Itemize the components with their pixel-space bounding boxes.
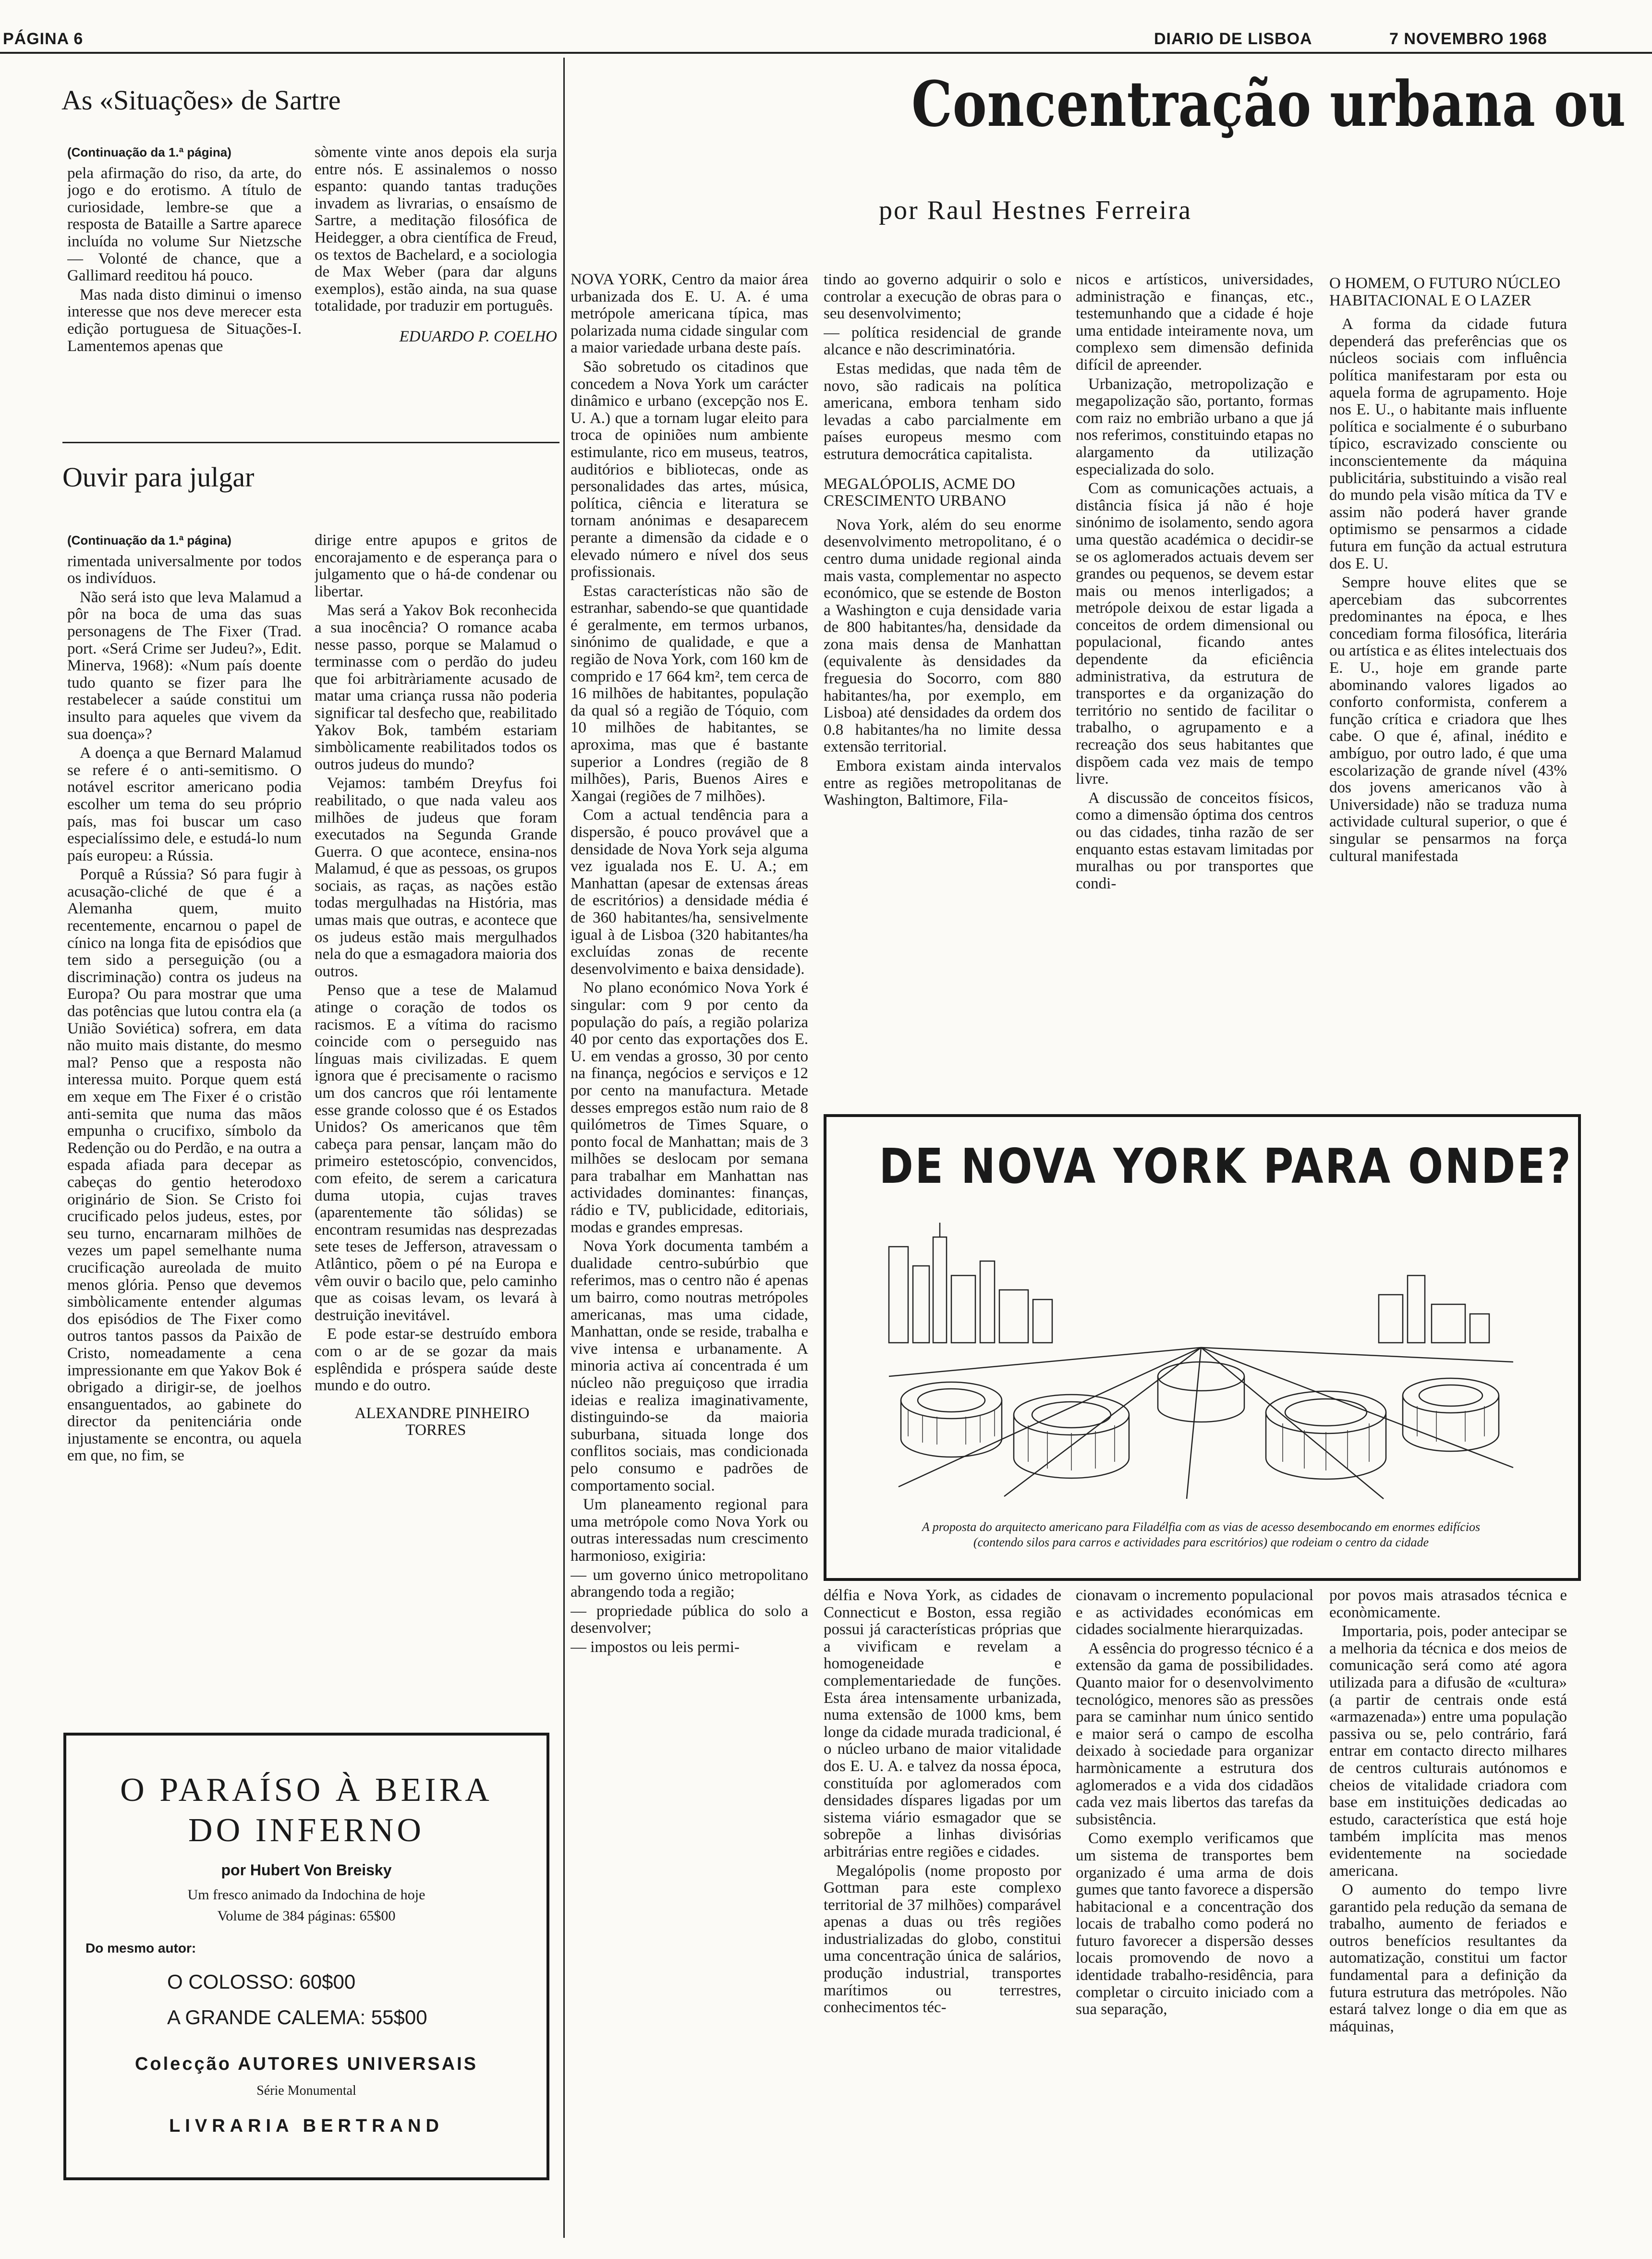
- bottom-column-2: [1076, 1587, 1313, 2243]
- paragraph: Um planeamento regional para uma metrópole como Nova York ou outras interessadas num crescimento harmonioso, exigiria:: [571, 1496, 808, 1565]
- advert-book-2: A GRANDE CALEMA: 55$00: [167, 2006, 427, 2028]
- advert-publisher: LIVRARIA BERTRAND: [169, 2116, 444, 2136]
- paragraph: Vejamos: também Dreyfus foi reabilitado, o que nada valeu aos milhões de judeus que foram executados na Segunda Grande Guerra. O que acontece, ensina-nos Malamud, é que as pessoas, os grupos sociais, as raças, as nações estão todas mergulhadas na História, mas umas mais que outras, e acontece que os judeus estão mais mergulhados nela do que a esmagadora maioria dos outros.: [315, 775, 557, 980]
- main-headline: Concentração urbana ou: [911, 67, 1626, 141]
- paragraph: Embora existam ainda intervalos entre as regiões metropolitanas de Washington, Baltimore, Fila-: [824, 757, 1061, 809]
- subheading-megalopolis: MEGALÓPOLIS, ACME DO CRESCIMENTO URBANO: [824, 475, 1015, 510]
- ouvir-column-1: [67, 532, 302, 1716]
- paragraph: Estas medidas, que nada têm de novo, são radicais na política americana, embora tenham sido levadas a cabo parcialmente em países europeus mesmo com estrutura democrática capitalista.: [824, 360, 1061, 463]
- paragraph: Importaria, pois, poder antecipar se a melhoria da técnica e dos meios de comunicação será como até agora utilizada para a difusão de «cultura» (a partir de centrais onde está «armazenada») entre uma população passiva ou se, pelo contrário, fará entrar em contacto directo milhares de centros culturais autónomos e cheios de vitalidade criadora com base em instituições dedicadas ao estudo, característica que está hoje também implícita mas menos evidentemente na sociedade americana.: [1329, 1623, 1567, 1880]
- advert-same-author: Do mesmo autor:: [85, 1941, 196, 1955]
- inset-caption: A proposta do arquitecto americano para Filadélfia com as vias de acesso desembocando em enormes edifícios (contendo silos para carros e actividades para escritórios) que rodeiam o centro da cidade: [922, 1520, 1481, 1549]
- main-column-2: [824, 271, 1061, 1078]
- subheading-homem: O HOMEM, O FUTURO NÚCLEO HABITACIONAL E O LAZER: [1329, 275, 1561, 309]
- continuation-note: (Continuação da 1.ª página): [67, 145, 231, 159]
- paragraph: dirige entre apupos e gritos de encorajamento e de esperança para o julgamento que o há-de condenar ou libertar.: [315, 532, 557, 600]
- paragraph: sòmente vinte anos depois ela surja entre nós. E assinalemos o nosso espanto: quando tantas traduções invadem as livrarias, o ensaísmo de Sartre, a meditação filosófica de Heidegger, a obra científica de Freud, os textos de Bachelard, e a sociologia de Max Weber (para dar alguns exemplos), estão ainda, na sua quase totalidade, por traduzir em português.: [315, 144, 557, 315]
- issue-date: 7 NOVEMBRO 1968: [1389, 30, 1547, 48]
- paragraph: — propriedade pública do solo a desenvolver;: [571, 1602, 808, 1637]
- book-advert: [63, 1733, 549, 2180]
- paragraph: Penso que a tese de Malamud atinge o coração de todos os racismos. E a vítima do racismo coincide com o perseguido nas línguas mais civilizadas. E quem ignora que é precisamente o racismo um dos cancros que rói lentamente esse grande colosso que é os Estados Unidos? Os americanos que têm cabeça para pensar, lançam mão do primeiro estetoscópio, convencidos, com efeito, de serem a caricatura duma utopia, cujas traves (aparentemente tão sólidas) se encontram resumidas nas desprezadas sete teses de Jefferson, atravessam o Atlântico, põem o pé na Europa e vêm ouvir o bacilo que, pelo caminho que as coisas levam, os levará à destruição inevitável.: [315, 982, 557, 1324]
- ouvir-headline: Ouvir para julgar: [62, 462, 255, 493]
- paragraph: por povos mais atrasados técnica e econòmicamente.: [1329, 1587, 1567, 1621]
- paragraph: nicos e artísticos, universidades, administração e finanças, etc., testemunhando que a cidade é hoje uma entidade inteiramente nova, um complexo sem dimensão definida difícil de apreender.: [1076, 271, 1313, 374]
- inset-headline: DE NOVA YORK PARA ONDE?: [879, 1138, 1573, 1194]
- advert-series: Série Monumental: [256, 2083, 356, 2098]
- author-signature: ALEXANDRE PINHEIRO TORRES: [354, 1404, 530, 1439]
- advert-author: por Hubert Von Breisky: [221, 1861, 392, 1879]
- paragraph: E pode estar-se destruído embora com o ar de se gozar da mais esplêndida e próspera saúde deste mundo e do outro.: [315, 1325, 557, 1395]
- main-byline: por Raul Hestnes Ferreira: [879, 195, 1192, 225]
- advert-subtitle: Um fresco animado da Indochina de hoje: [187, 1887, 425, 1903]
- paragraph: O aumento do tempo livre garantido pela redução da semana de trabalho, aumento de feriados e outros benefícios resultantes da automatização, constitui um factor fundamental para a definição da futura estrutura das metrópoles. Não estará talvez longe o dia em que as máquinas,: [1329, 1881, 1567, 2035]
- paragraph: Mas será a Yakov Bok reconhecida a sua inocência? O romance acaba nesse passo, porque se Malamud o terminasse com o perdão do judeu que foi arbitràriamente acusado de matar uma criança russa não poderia significar tal desfecho que, reabilitado Yakov Bok, também estariam simbòlicamente reabilitados todos os outros judeus do mundo?: [315, 602, 557, 773]
- advert-book-1: O COLOSSO: 60$00: [167, 1970, 356, 1993]
- paragraph: — impostos ou leis permi-: [571, 1638, 740, 1656]
- paragraph: Porquê a Rússia? Só para fugir à acusação-cliché de que é a Alemanha quem, muito recentemente, encarnou o papel de cínico na longa fita de episódios que tem sido a perseguição (ou a discriminação) contra os judeus na Europa? Ou para mostrar que uma das potências que lutou contra ela (a União Soviética) sofrera, em data não muito mais distante, do mesmo mal? Penso que a resposta não interessa muito. Porque quem está em xeque em The Fixer é o cristão anti-semita que numa das mãos empunha o crucifixo, símbolo da Redenção ou do Perdão, e na outra a espada afiada para decepar as cabeças do gentio heterodoxo originário de Sion. Se Cristo foi crucificado pelos judeus, estes, por seu turno, encarnaram milhões de vezes um papel semelhante numa crucificação aureolada de muito menos glória. Penso que devemos simbòlicamente entender algumas dos episódios de The Fixer como outros tantos passos da Paixão de Cristo, nomeadamente a cena impressionante em que Yakov Bok é obrigado a dirigir-se, de joelhos ensanguentados, ao gabinete do director da penitenciária onde injustamente se encontra, ou aquela em que, no fim, se: [67, 866, 302, 1465]
- paragraph: São sobretudo os citadinos que concedem a Nova York um carácter dinâmico e urbano (excepção nos E. U. A.) que a tornam lugar eleito para troca de opiniões num ambiente estimulante, rico em museus, teatros, auditórios e bibliotecas, onde as personalidades das artes, música, política, ciência e literatura se tornam anónimas e desaparecem perante a dimensão da cidade e o elevado número e nível dos seus profissionais.: [571, 358, 808, 581]
- paragraph: Megalópolis (nome proposto por Gottman para este complexo territorial de 37 milhões) comparável apenas a duas ou três regiões industrializadas do globo, constitui uma concentração única de salários, produção industrial, transportes marítimos ou terrestres, conhecimentos téc-: [824, 1862, 1061, 2016]
- paragraph: Nova York documenta também a dualidade centro-subúrbio que referimos, mas o centro não é apenas um bairro, como noutras metrópoles americanas, mas uma cidade, Manhattan, onde se reside, trabalha e vive intensa e urbanamente. A minoria activa aí concentrada é um núcleo não preguiçoso que irradia ideias e realiza imaginativamente, distinguindo-se da maioria suburbana, situada longe dos conflitos sociais, mas condicionada pelo consumo e padrões de comportamento social.: [571, 1238, 808, 1494]
- paragraph: Não será isto que leva Malamud a pôr na boca de uma das suas personagens de The Fixer (Trad. port. «Será Crime ser Judeu?», Edit. Minerva, 1968): «Num país doente tudo quanto se fizer para lhe restabelecer a saúde constitui um insulto para aqueles que vivem da sua doença»?: [67, 588, 302, 743]
- newspaper-name: DIARIO DE LISBOA: [1154, 30, 1312, 48]
- paragraph: — um governo único metropolitano abrangendo toda a região;: [571, 1566, 808, 1601]
- paragraph: délfia e Nova York, as cidades de Connecticut e Boston, essa região possui já características próprias que a vivificam e revelam a homogeneidade e complementariedade de funções. Esta área intensamente urbanizada, numa extensão de 1000 kms, bem longe da cidade murada tradicional, é o núcleo urbano de maior vitalidade dos E. U. A. e talvez da nossa época, constituída por aglomerados com densidades díspares ligadas por um sistema viário esmagador que se sobrepõe a linhas divisórias arbitrárias entre regiões e cidades.: [824, 1587, 1061, 1860]
- continuation-note: (Continuação da 1.ª página): [67, 533, 231, 547]
- main-column-4: [1329, 271, 1567, 1078]
- paragraph: Mas nada disto diminui o imenso interesse que nos deve merecer esta edição portuguesa de Situações-I. Lamentemos apenas que: [67, 286, 302, 355]
- paragraph: Com as comunicações actuais, a distância física já não é hoje sinónimo de isolamento, sendo agora uma questão académica o decidir-se se os aglomerados actuais devem ser grandes ou pequenos, se devem estar mais ou menos interligados; a metrópole deixou de estar ligada a conceitos de ordem dimensional ou populacional, ficando antes dependente da eficiência administrativa, da estrutura de transportes e da organização do território no sentido de facilitar o trabalho, o agrupamento e a recreação dos seus habitantes que dispõem cada vez mais de tempo livre.: [1076, 480, 1313, 788]
- advert-collection: Colecção AUTORES UNIVERSAIS: [134, 2054, 478, 2074]
- section-rule: [62, 442, 559, 443]
- paragraph: — política residencial de grande alcance e não descriminatória.: [824, 324, 1061, 359]
- paragraph: Nova York, além do seu enorme desenvolvimento metropolitano, é o centro duma unidade regional ainda mais vasta, complementar no aspecto económico, que se estende de Boston a Washington e cuja densidade varia de 800 habitantes/ha, densidade da zona mais densa de Manhattan (equivalente às densidades da freguesia do Socorro, com 880 habitantes/ha, por exemplo, em Lisboa) até densidades da ordem dos 0.8 habitantes/ha no limite dessa extensão territorial.: [824, 516, 1061, 756]
- sartre-column-2: [315, 144, 557, 432]
- author-signature: EDUARDO P. COELHO: [399, 328, 557, 345]
- advert-volume: Volume de 384 páginas: 65$00: [217, 1908, 396, 1924]
- paragraph: Sempre houve elites que se apercebiam das subcorrentes predominantes na época, e lhes concediam forma filosófica, literária ou artística e as élites intelectuais dos E. U., hoje em grande parte abominando valores ligados ao conforto conformista, conferem a função crítica e criadora que lhes cabe. O que é, afinal, inédito e ambíguo, por outro lado, é que uma escolarização de grande nível (43% dos jovens americanos vão à Universidade) não se traduza numa actividade cultural superior, o que é singular se pensarmos na força cultural manifestada: [1329, 574, 1567, 865]
- paragraph: A essência do progresso técnico é a extensão da gama de possibilidades. Quanto maior for o desenvolvimento tecnológico, menores são as pressões para se caminhar num único sentido e maior será o campo de escolha deixado à sociedade para organizar harmònicamente a estrutura dos aglomerados e a vida dos cidadãos cada vez mais libertos das tarefas da subsistência.: [1076, 1640, 1313, 1828]
- architectural-sketch: [879, 1218, 1523, 1501]
- paragraph: Urbanização, metropolização e megapolização são, portanto, formas com raiz no embrião urbano a que já nos referimos, constituindo etapas no alargamento da utilização especializada do solo.: [1076, 375, 1313, 478]
- paragraph: cionavam o incremento populacional e as actividades económicas em cidades socialmente hierarquizadas.: [1076, 1587, 1313, 1639]
- bottom-column-3: [1329, 1587, 1567, 2243]
- paragraph: No plano económico Nova York é singular: com 9 por cento da população do país, a região polariza 40 por cento das exportações dos E. U. em vendas a grosso, 30 por cento na finança, negócios e serviços e 12 por cento na manufactura. Metade desses empregos estão num raio de 8 quilómetros de Times Square, o ponto focal de Manhattan; mais de 3 milhões se deslocam por semana para trabalhar em Manhattan nas actividades dominantes: finanças, rádio e TV, publicidade, editoriais, modas e grandes empresas.: [571, 979, 808, 1236]
- paragraph: tindo ao governo adquirir o solo e controlar a execução de obras para o seu desenvolvimento;: [824, 271, 1061, 323]
- paragraph: A forma da cidade futura dependerá das preferências que os núcleos sociais com influência política manifestaram por esta ou aquela forma de agrupamento. Hoje nos E. U., o habitante mais influente política e socialmente é o suburbano típico, escravizado consciente ou inconscientemente da máquina publicitária, substituindo a visão real do mundo pela visão mítica da TV e assim não poderá haver grande optimismo se pensarmos a cidade futura em função da actual estrutura dos E. U.: [1329, 316, 1567, 572]
- paragraph: pela afirmação do riso, da arte, do jogo e do erotismo. A título de curiosidade, lembre-se que a resposta de Bataille a Sartre aparece incluída no volume Sur Nietzsche — Volonté de chance, que a Gallimard reeditou há pouco.: [67, 164, 302, 285]
- main-column-1: [571, 271, 808, 2243]
- bottom-column-1: [824, 1587, 1061, 2243]
- ouvir-column-2: [315, 532, 557, 1716]
- sartre-headline: As «Situações» de Sartre: [61, 85, 341, 116]
- page-number: PÁGINA 6: [3, 30, 84, 48]
- paragraph: rimentada universalmente por todos os indivíduos.: [67, 552, 302, 587]
- header-rule: [0, 52, 1652, 54]
- inset-box: [824, 1114, 1581, 1581]
- paragraph: Como exemplo verificamos que um sistema de transportes bem organizado é uma arma de dois gumes que tanto favorece a dispersão habitacional e a concentração dos locais de trabalho como poderá no futuro favorecer a dispersão desses locais promovendo de novo a identidade trabalho-residência, para completar o circuito iniciado com a sua separação,: [1076, 1830, 1313, 2018]
- column-divider: [563, 58, 565, 2238]
- paragraph: A doença a que Bernard Malamud se refere é o anti-semitismo. O notável escritor americano podia escolher um tema do seu próprio país, mas foi buscar um caso especialíssimo dele, e estudá-lo num país europeu: a Rússia.: [67, 744, 302, 864]
- sartre-column-1: [67, 144, 302, 432]
- advert-title-line-1: O PARAÍSO À BEIRA: [120, 1772, 493, 1809]
- paragraph: Estas características não são de estranhar, sabendo-se que quantidade é geralmente, em termos urbanos, sinónimo de qualidade, e que a região de Nova York, com 160 km de comprido e 17 664 km², tem cerca de 16 milhões de habitantes, população da qual só a região de Tóquio, com 10 milhões de habitantes, se aproxima, mas que é bastante superior a Londres (região de 8 milhões), Paris, Buenos Aires e Xangai (regiões de 7 milhões).: [571, 582, 808, 805]
- paragraph: NOVA YORK, Centro da maior área urbanizada dos E. U. A. é uma metrópole americana típica, mas polarizada numa cidade singular com a maior variedade urbana deste país.: [571, 271, 808, 357]
- main-column-3: [1076, 271, 1313, 1078]
- paragraph: A discussão de conceitos físicos, como a dimensão óptima dos centros ou das cidades, tinha razão de ser enquanto estas estavam limitadas por muralhas ou por transportes que condi-: [1076, 789, 1313, 892]
- paragraph: Com a actual tendência para a dispersão, é pouco provável que a densidade de Nova York seja alguma vez igualada nos E. U. A.; em Manhattan (apesar de extensas áreas de escritórios) a densidade média é de 360 habitantes/ha, sensivelmente igual à de Lisboa (320 habitantes/ha excluídas zonas de recente desenvolvimento e baixa densidade).: [571, 806, 808, 978]
- advert-title-line-2: DO INFERNO: [188, 1812, 425, 1849]
